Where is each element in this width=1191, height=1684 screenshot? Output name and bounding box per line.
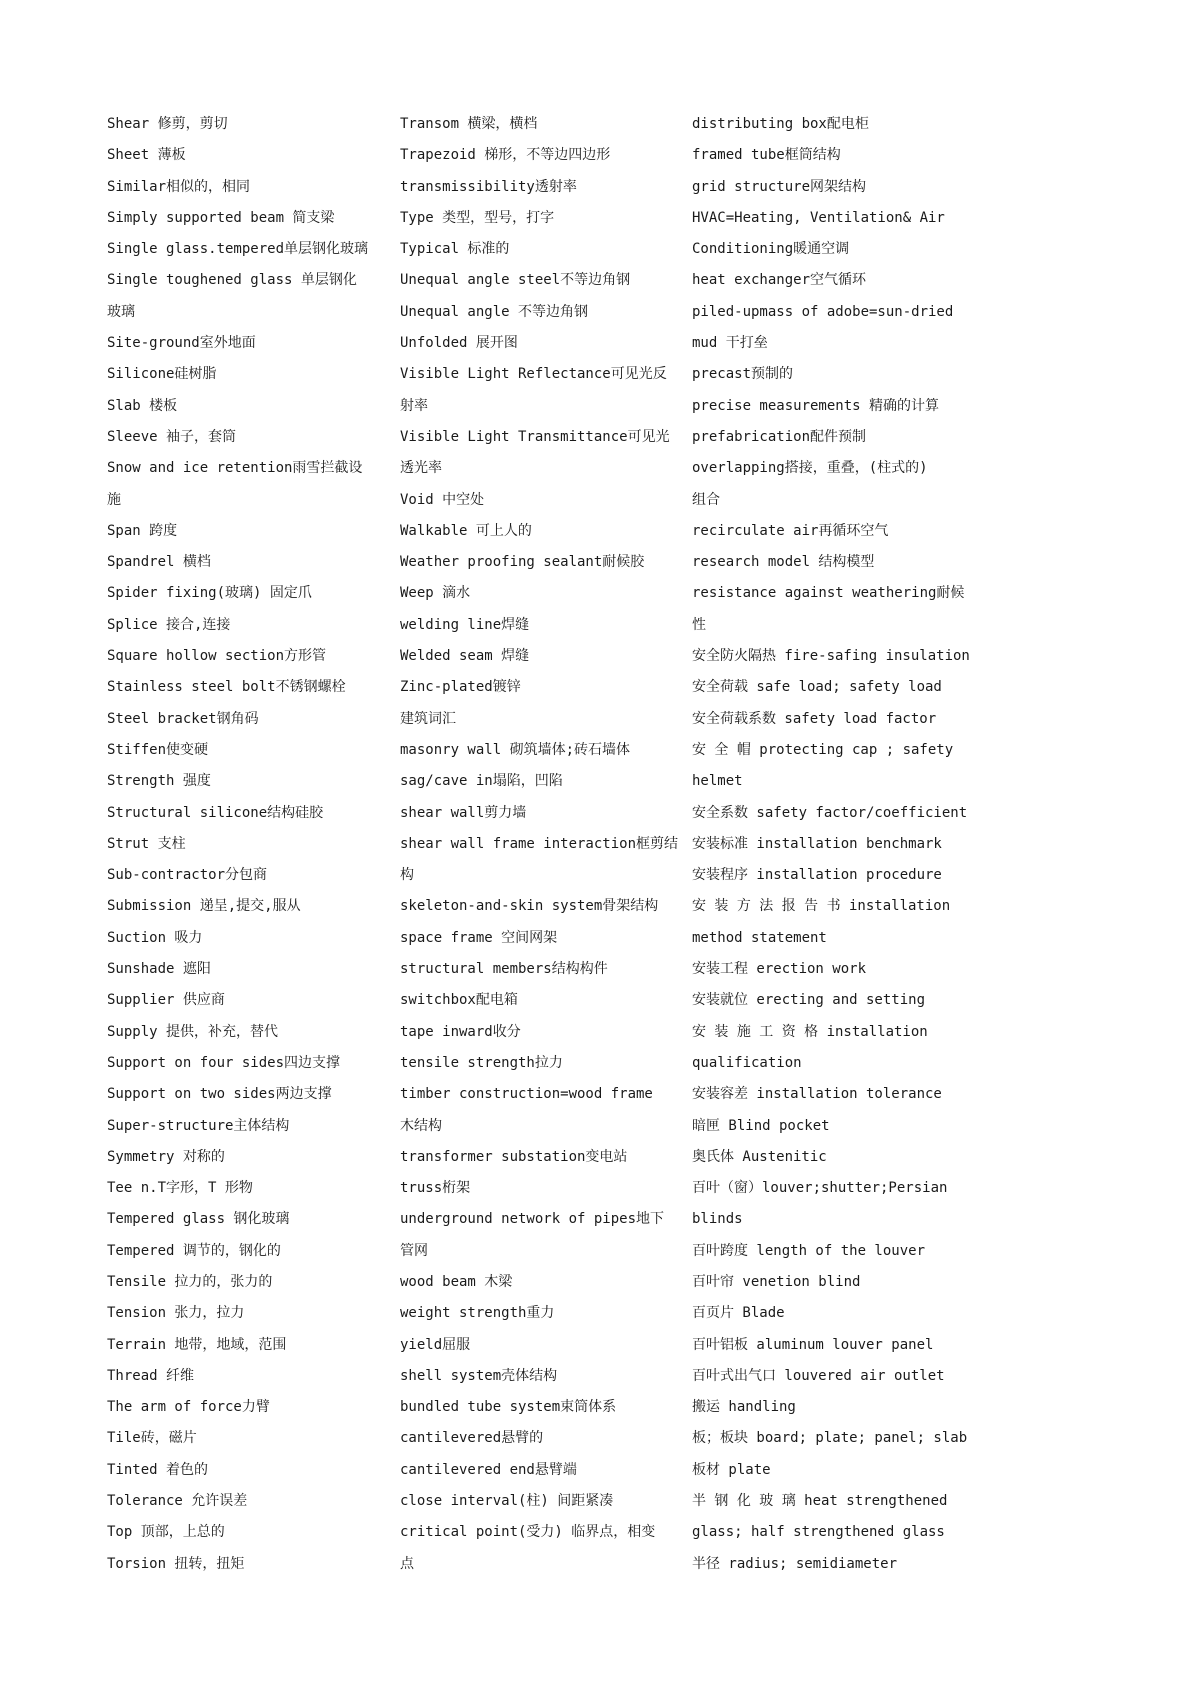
glossary-line: Sunshade 遮阳 (107, 961, 211, 978)
glossary-line: 安 装 方 法 报 告 书 installation (692, 898, 951, 915)
glossary-line: 百叶（窗）louver;shutter;Persian (692, 1180, 948, 1197)
glossary-line: 安装工程 erection work (692, 961, 867, 978)
glossary-line: Spandrel 横档 (107, 554, 211, 571)
glossary-line: blinds (692, 1211, 743, 1228)
glossary-line: Single glass.tempered单层钢化玻璃 (107, 241, 369, 258)
glossary-line: Splice 接合,连接 (107, 616, 231, 633)
glossary-line: shell system壳体结构 (400, 1367, 558, 1384)
glossary-line: truss桁架 (400, 1180, 471, 1197)
glossary-line: Similar相似的，相同 (107, 178, 251, 195)
glossary-line: Walkable 可上人的 (400, 522, 532, 539)
glossary-line: 安装程序 installation procedure (692, 867, 942, 884)
glossary-line: 安装标准 installation benchmark (692, 835, 942, 852)
glossary-line: Top 顶部，上总的 (107, 1524, 225, 1541)
glossary-line: mud 干打垒 (692, 335, 768, 352)
glossary-line: space frame 空间网架 (400, 929, 558, 946)
glossary-line: qualification (692, 1054, 802, 1071)
glossary-line: 安 全 帽 protecting cap ; safety (692, 741, 954, 758)
glossary-line: yield屈服 (400, 1336, 471, 1353)
glossary-line: 安全防火隔热 fire-safing insulation (692, 648, 970, 665)
glossary-line: 玻璃 (107, 303, 135, 320)
glossary-line: 建筑词汇 (400, 710, 456, 727)
glossary-line: Spider fixing(玻璃) 固定爪 (107, 585, 312, 602)
glossary-line: Unequal angle steel不等边角钢 (400, 272, 631, 289)
glossary-line: Tensile 拉力的，张力的 (107, 1273, 273, 1290)
glossary-line: heat exchanger空气循环 (692, 272, 867, 289)
glossary-line: Symmetry 对称的 (107, 1148, 225, 1165)
glossary-line: Tempered glass 钢化玻璃 (107, 1211, 290, 1228)
glossary-line: Single toughened glass 单层钢化 (107, 272, 357, 289)
glossary-line: Tee n.T字形，T 形物 (107, 1180, 253, 1197)
glossary-line: Shear 修剪，剪切 (107, 116, 228, 132)
glossary-line: Strut 支柱 (107, 835, 186, 852)
glossary-line: 透光率 (400, 460, 442, 477)
glossary-line: 板材 plate (692, 1461, 771, 1478)
glossary-line: structural members结构构件 (400, 961, 608, 978)
glossary-line: Tension 张力，拉力 (107, 1305, 245, 1322)
glossary-line: Unfolded 展开图 (400, 335, 518, 352)
glossary-column-3 (692, 109, 992, 1580)
glossary-line: transmissibility透射率 (400, 178, 577, 195)
glossary-line: 安全系数 safety factor/coefficient (692, 804, 968, 821)
glossary-line: recirculate air再循环空气 (692, 522, 889, 539)
glossary-line: Simply supported beam 简支梁 (107, 209, 335, 226)
glossary-line: Weep 滴水 (400, 585, 471, 602)
glossary-line: Unequal angle 不等边角钢 (400, 303, 589, 320)
glossary-line: precise measurements 精确的计算 (692, 397, 940, 414)
glossary-line: 百页片 Blade (692, 1305, 785, 1322)
glossary-line: Torsion 扭转，扭矩 (107, 1555, 245, 1572)
glossary-line: HVAC=Heating, Ventilation& Air (692, 209, 945, 226)
glossary-line: 射率 (400, 397, 428, 414)
glossary-line: tensile strength拉力 (400, 1054, 563, 1071)
glossary-line: Welded seam 焊缝 (400, 648, 530, 665)
glossary-line: Sleeve 袖子，套筒 (107, 428, 237, 445)
glossary-line: Square hollow section方形管 (107, 648, 327, 665)
glossary-line: 安装就位 erecting and setting (692, 992, 926, 1009)
glossary-line: Support on four sides四边支撑 (107, 1054, 341, 1071)
glossary-line: framed tube框筒结构 (692, 147, 841, 164)
glossary-line: precast预制的 (692, 366, 794, 383)
glossary-line: 性 (692, 616, 706, 633)
glossary-line: 暗匣 Blind pocket (692, 1117, 830, 1134)
glossary-line: Trapezoid 梯形，不等边四边形 (400, 147, 611, 164)
glossary-line: sag/cave in塌陷，凹陷 (400, 773, 563, 790)
glossary-line: piled-upmass of adobe=sun-dried (692, 303, 954, 320)
glossary-line: close interval(柱) 间距紧凑 (400, 1493, 614, 1510)
glossary-line: distributing box配电柜 (692, 116, 869, 132)
glossary-line: 半 钢 化 玻 璃 heat strengthened (692, 1493, 948, 1510)
glossary-line: Submission 递呈,提交,服从 (107, 898, 301, 915)
glossary-line: bundled tube system束筒体系 (400, 1399, 617, 1416)
glossary-line: Supply 提供，补充，替代 (107, 1023, 279, 1040)
glossary-line: 板；板块 board; plate; panel; slab (692, 1430, 968, 1447)
glossary-line: welding line焊缝 (400, 616, 530, 633)
glossary-line: The arm of force力臂 (107, 1399, 270, 1416)
glossary-line: critical point(受力) 临界点，相变 (400, 1524, 656, 1541)
glossary-line: Structural silicone结构硅胶 (107, 804, 324, 821)
glossary-line: Type 类型，型号，打字 (400, 209, 555, 226)
glossary-line: method statement (692, 929, 827, 946)
glossary-line: 安全荷载系数 safety load factor (692, 710, 937, 727)
glossary-line: Void 中空处 (400, 491, 485, 508)
glossary-line: Stiffen使变硬 (107, 741, 209, 758)
glossary-line: Terrain 地带，地域，范围 (107, 1336, 287, 1353)
glossary-line: Tolerance 允许误差 (107, 1493, 248, 1510)
glossary-line: 搬运 handling (692, 1399, 796, 1416)
glossary-line: Span 跨度 (107, 522, 178, 539)
glossary-line: wood beam 木梁 (400, 1273, 513, 1290)
glossary-line: research model 结构模型 (692, 554, 875, 571)
glossary-line: 百叶式出气口 louvered air outlet (692, 1367, 945, 1384)
glossary-line: 木结构 (400, 1117, 442, 1134)
glossary-line: Support on two sides两边支撑 (107, 1086, 332, 1103)
glossary-line: Transom 横梁，横档 (400, 116, 538, 132)
glossary-line: 构 (400, 867, 414, 884)
glossary-line: Thread 纤维 (107, 1367, 195, 1384)
glossary-line: Steel bracket钢角码 (107, 710, 259, 727)
glossary-line: switchbox配电箱 (400, 992, 518, 1009)
glossary-line: weight strength重力 (400, 1305, 555, 1322)
glossary-line: Suction 吸力 (107, 929, 203, 946)
glossary-line: Sheet 薄板 (107, 147, 186, 164)
glossary-line: 管网 (400, 1242, 428, 1259)
glossary-line: 组合 (692, 491, 720, 508)
glossary-line: Visible Light Transmittance可见光 (400, 428, 670, 445)
glossary-line: cantilevered悬臂的 (400, 1430, 544, 1447)
glossary-line: underground network of pipes地下 (400, 1211, 665, 1228)
glossary-line: 百叶跨度 length of the louver (692, 1242, 926, 1259)
glossary-column-2 (400, 109, 680, 1580)
glossary-line: Zinc-plated镀锌 (400, 679, 521, 696)
glossary-line: Site-ground室外地面 (107, 335, 256, 352)
glossary-line: Sub-contractor分包商 (107, 867, 268, 884)
glossary-line: 点 (400, 1555, 414, 1572)
glossary-line: Typical 标准的 (400, 241, 510, 258)
glossary-line: Supplier 供应商 (107, 992, 225, 1009)
glossary-line: Stainless steel bolt不锈钢螺栓 (107, 679, 346, 696)
glossary-line: Snow and ice retention雨雪拦截设 (107, 460, 363, 477)
glossary-line: Super-structure主体结构 (107, 1117, 290, 1134)
glossary-line: Visible Light Reflectance可见光反 (400, 366, 667, 383)
glossary-line: tape inward收分 (400, 1023, 521, 1040)
glossary-line: Conditioning暖通空调 (692, 241, 850, 258)
glossary-line: 百叶铝板 aluminum louver panel (692, 1336, 934, 1353)
glossary-line: timber construction=wood frame (400, 1086, 653, 1103)
glossary-line: shear wall剪力墙 (400, 804, 527, 821)
glossary-line: Weather proofing sealant耐候胶 (400, 554, 645, 571)
glossary-line: transformer substation变电站 (400, 1148, 628, 1165)
glossary-line: glass; half strengthened glass (692, 1524, 945, 1541)
glossary-line: Strength 强度 (107, 773, 211, 790)
glossary-line: 半径 radius; semidiameter (692, 1555, 898, 1572)
glossary-line: 奥氏体 Austenitic (692, 1148, 827, 1165)
glossary-line: 安全荷载 safe load; safety load (692, 679, 942, 696)
glossary-line: 百叶帘 venetion blind (692, 1273, 861, 1290)
glossary-line: 安装容差 installation tolerance (692, 1086, 942, 1103)
glossary-line: resistance against weathering耐候 (692, 585, 965, 602)
glossary-line: shear wall frame interaction框剪结 (400, 835, 679, 852)
glossary-line: prefabrication配件预制 (692, 428, 867, 445)
glossary-line: Tempered 调节的，钢化的 (107, 1242, 281, 1259)
glossary-line: masonry wall 砌筑墙体;砖石墙体 (400, 741, 631, 758)
glossary-line: 安 装 施 工 资 格 installation (692, 1023, 928, 1040)
glossary-line: cantilevered end悬臂端 (400, 1461, 577, 1478)
glossary-line: helmet (692, 773, 743, 790)
glossary-line: grid structure网架结构 (692, 178, 867, 195)
glossary-line: overlapping搭接，重叠，(柱式的) (692, 460, 928, 477)
glossary-line: Tile砖，磁片 (107, 1430, 197, 1447)
glossary-column-1 (107, 109, 387, 1580)
glossary-line: Tinted 着色的 (107, 1461, 209, 1478)
glossary-line: Slab 楼板 (107, 397, 178, 414)
glossary-line: 施 (107, 491, 121, 508)
glossary-line: skeleton-and-skin system骨架结构 (400, 898, 659, 915)
glossary-line: Silicone硅树脂 (107, 366, 217, 383)
